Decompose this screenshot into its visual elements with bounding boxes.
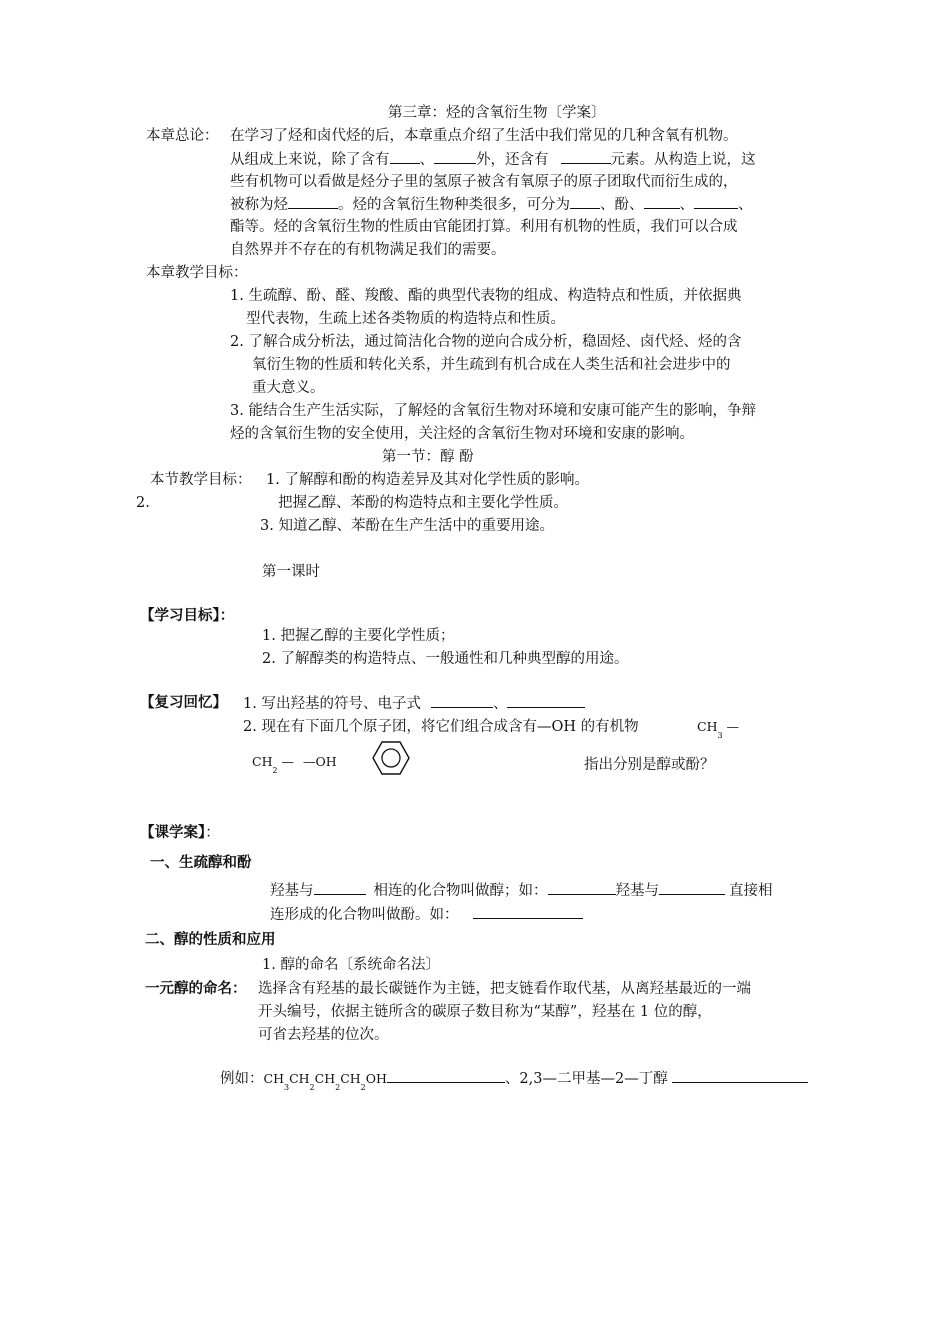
review-item-2: 2. 现在有下面几个原子团，将它们组合成含有—OH 的有机物 [243,719,639,735]
fill-blank[interactable] [507,693,585,708]
review-question: 指出分别是醇或酚？ [584,757,715,773]
goal-1b: 型代表物，生疏上述各类物质的构造特点和性质。 [246,311,565,327]
section-goals-label: 本节教学目标： [150,472,252,488]
fill-blank[interactable] [570,194,600,209]
group-ch2: $CH_2$ — [252,754,295,775]
fill-blank[interactable] [434,149,476,164]
mono-alcohol-label: 一元醇的命名： [145,981,247,997]
fill-blank[interactable] [672,1068,808,1083]
overview-line-4: 被称为烃 。烃的含氧衍生物种类很多，可分为 、酚、 、 、 [230,194,753,215]
fill-blank[interactable] [390,149,420,164]
section-goal-2-num: 2. [136,495,150,511]
fill-blank[interactable] [548,880,616,895]
fill-blank[interactable] [561,149,611,164]
naming-rule-3: 可省去羟基的位次。 [258,1027,389,1043]
overview-line-5: 酯等。烃的含氧衍生物的性质由官能团打算。利用有机物的性质，我们可以合成 [230,219,738,235]
naming-title: 1. 醇的命名〔系统命名法〕 [262,957,440,973]
benzene-ring-icon [372,740,410,776]
section-goal-2: 把握乙醇、苯酚的构造特点和主要化学性质。 [278,495,568,511]
goal-2b: 氧衍生物的性质和转化关系，并生疏到有机合成在人类生活和社会进步中的 [252,357,731,373]
overview-line-1: 在学习了烃和卤代烃的后，本章重点介绍了生活中我们常见的几种含氧有机物。 [230,128,738,144]
page-title: 第三章：烃的含氧衍生物〔学案〕 [388,105,606,121]
example-line: 例如：$CH_3CH_2CH_2CH_2OH$ 、2,3—二甲基—2—丁醇 [220,1068,808,1091]
fill-blank[interactable] [314,880,366,895]
overview-line-3: 些有机物可以看做是烃分子里的氢原子被含有氧原子的原子团取代而衍生成的， [230,174,738,190]
fill-blank[interactable] [473,904,583,919]
fill-blank[interactable] [431,693,493,708]
plan-para-1: 羟基与 相连的化合物叫做醇；如： 羟基与 直接相 [270,880,773,901]
section-goal-3: 3. 知道乙醇、苯酚在生产生活中的重要用途。 [260,518,554,534]
review-item-1: 1. 写出羟基的符号、电子式 、 [243,693,585,714]
group-ch3: $CH_3$ — [697,719,740,740]
goal-2c: 重大意义。 [252,380,325,396]
learning-item-2: 2. 了解醇类的构造特点、一般通性和几种典型醇的用途。 [262,651,629,667]
heading-1: 一、生疏醇和酚 [150,855,252,871]
goal-2a: 2. 了解合成分析法，通过简洁化合物的逆向合成分析，稳固烃、卤代烃、烃的含 [230,334,742,350]
fill-blank[interactable] [694,194,738,209]
group-oh: —OH [303,754,337,769]
plan-label: 【课学案】： [140,825,220,841]
learning-item-1: 1. 把握乙醇的主要化学性质； [262,628,455,644]
goals-label: 本章教学目标： [146,265,248,281]
overview-label: 本章总论： [146,128,219,144]
fill-blank[interactable] [659,880,725,895]
goal-3a: 3. 能结合生产生活实际，了解烃的含氧衍生物对环境和安康可能产生的影响，争辩 [230,403,756,419]
naming-rule-1: 选择含有羟基的最长碳链作为主链，把支链看作取代基，从离羟基最近的一端 [258,981,751,997]
fill-blank[interactable] [288,194,338,209]
naming-rule-2: 开头编号，依据主链所含的碳原子数目称为“某醇”，羟基在 1 位的醇， [258,1004,712,1020]
goal-3b: 烃的含氧衍生物的安全使用，关注烃的含氧衍生物对环境和安康的影响。 [230,426,694,442]
overview-line-2: 从组成上来说，除了含有 、 外，还含有 元素。从构造上说，这 [230,149,756,170]
review-label: 【复习回忆】 [140,695,227,711]
fill-blank[interactable] [387,1068,505,1083]
plan-para-2: 连形成的化合物叫做酚。如： [270,904,583,925]
fill-blank[interactable] [644,194,680,209]
lesson-title: 第一课时 [262,564,320,580]
section-goal-1: 1. 了解醇和酚的构造差异及其对化学性质的影响。 [266,472,589,488]
goal-1a: 1. 生疏醇、酚、醛、羧酸、酯的典型代表物的组成、构造特点和性质，并依据典 [230,288,742,304]
example-formula: $CH_3CH_2CH_2CH_2OH$ [263,1071,387,1092]
overview-line-6: 自然界并不存在的有机物满足我们的需要。 [230,242,506,258]
section-title: 第一节：醇 酚 [382,449,474,465]
learning-label: 【学习目标】： [140,608,235,624]
heading-2: 二、醇的性质和应用 [145,932,276,948]
